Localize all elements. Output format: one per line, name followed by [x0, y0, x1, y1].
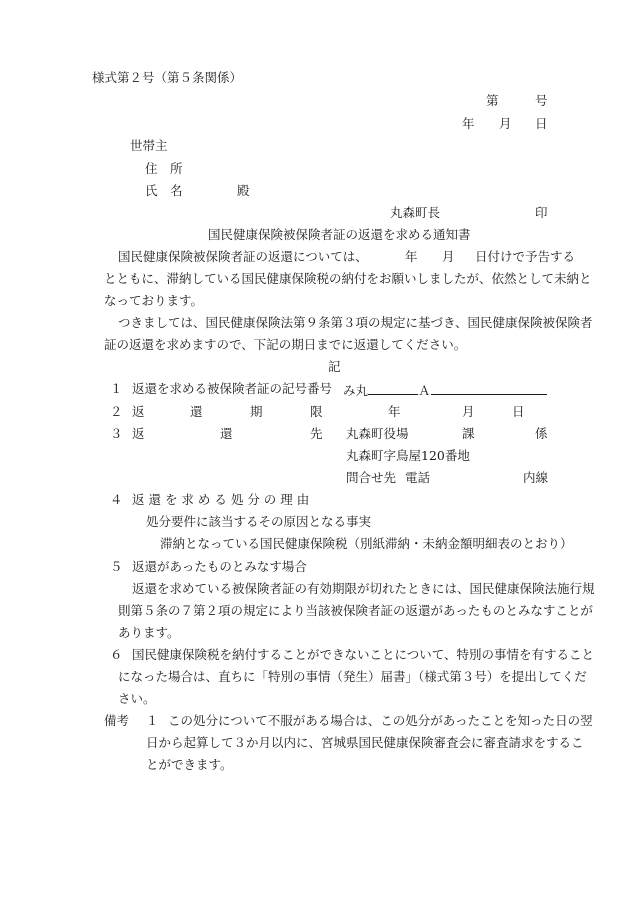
date-month: 月: [499, 116, 512, 131]
remarks-line-3: とができます。: [146, 757, 233, 772]
ki-heading: 記: [328, 359, 341, 374]
document-title: 国民健康保険被保険者証の返還を求める通知書: [208, 227, 471, 242]
item-5-line-3: あります。: [118, 625, 180, 640]
item-4-sub: 処分要件に該当するその原因となる事実: [146, 514, 372, 529]
document-number-suffix: 号: [535, 93, 548, 108]
item-1-prefix: み丸: [343, 383, 369, 398]
remarks-number: １: [146, 713, 159, 728]
item-3-number: ３: [110, 426, 123, 441]
item-3-label-c3: 先: [310, 426, 323, 441]
item-6-line-3: さい。: [118, 691, 156, 706]
issuer-name: 丸森町長: [390, 205, 441, 220]
item-3-office: 丸森町役場: [346, 426, 409, 441]
item-2-day: 日: [512, 404, 525, 419]
item-2-number: ２: [110, 404, 123, 419]
item-3-address: 丸森町字鳥屋120番地: [346, 448, 470, 463]
item-2-label-c3: 期: [250, 404, 263, 419]
intro-line-5: 証の返還を求めますので、下記の期日までに返還してください。: [104, 337, 467, 352]
item-6-line-1: 国民健康保険税を納付することができないことについて、特別の事情を有すること: [132, 647, 595, 662]
item-1-label: 返還を求める被保険者証の記号番号: [132, 381, 333, 396]
item-5-line-2: 則第５条の７第２項の規定により当該被保険者証の返還があったものとみなすことが: [118, 603, 593, 618]
remarks-line-1: この処分について不服がある場合は、この処分があったことを知った日の翌: [168, 713, 593, 728]
item-6-line-2: になった場合は、直ちに「特別の事情（発生）届書」（様式第３号）を提出してくだ: [118, 669, 587, 684]
item-3-label-c1: 返: [132, 426, 145, 441]
item-1-mid: Ａ: [418, 383, 431, 398]
item-6-number: ６: [110, 647, 123, 662]
recipient-address-label: 住 所: [145, 161, 183, 176]
intro-line-4: つきましては、国民健康保険法第９条第３項の規定に基づき、国民健康保険被保険者: [118, 315, 593, 330]
item-2-label-c4: 限: [310, 404, 323, 419]
intro-line-1-month: 月: [442, 249, 455, 264]
item-1-blank-2: [431, 381, 547, 395]
item-1-blank-1: [368, 381, 418, 395]
item-2-label-c2: 還: [190, 404, 203, 419]
intro-line-1-year: 年: [405, 249, 418, 264]
remarks-line-2: 日から起算して３か月以内に、宮城県国民健康保険審査会に審査請求をするこ: [146, 735, 584, 750]
item-4-label: 返 還 を 求 め る 処 分 の 理 由: [132, 492, 310, 507]
intro-line-1b: 日付けで予告する: [475, 249, 576, 264]
item-1-value: [343, 381, 547, 399]
item-3-kakari: 係: [535, 426, 548, 441]
item-4-number: ４: [110, 492, 123, 507]
item-1-number: １: [110, 381, 123, 396]
item-5-line-1: 返還を求めている被保険者証の有効期限が切れたときには、国民健康保険法施行規: [132, 581, 595, 596]
item-3-ka: 課: [462, 426, 475, 441]
remarks-label: 備考: [104, 713, 130, 728]
item-3-tel-label: 電話: [405, 470, 431, 485]
date-day: 日: [535, 116, 548, 131]
recipient-name-label: 氏 名: [145, 183, 183, 198]
item-3-label-c2: 還: [220, 426, 233, 441]
issuer-seal: 印: [535, 205, 548, 220]
item-3-contact-label: 問合せ先: [346, 470, 397, 485]
item-2-year: 年: [388, 404, 401, 419]
item-2-label-c1: 返: [132, 404, 145, 419]
recipient-honorific: 殿: [237, 183, 250, 198]
item-5-label: 返還があったものとみなす場合: [132, 559, 307, 574]
date-year: 年: [462, 116, 475, 131]
item-3-ext-label: 内線: [523, 470, 549, 485]
document-number-prefix: 第: [486, 93, 499, 108]
item-2-month: 月: [462, 404, 475, 419]
intro-line-3: なっております。: [104, 293, 204, 308]
item-5-number: ５: [110, 559, 123, 574]
recipient-label: 世帯主: [130, 138, 168, 153]
item-4-detail: 滞納となっている国民健康保険税（別紙滞納・未納金額明細表のとおり）: [160, 536, 573, 551]
intro-line-1a: 国民健康保険被保険者証の返還については、: [118, 249, 368, 264]
form-label: 様式第２号（第５条関係）: [92, 70, 243, 85]
intro-line-2: とともに、滞納している国民健康保険税の納付をお願いしましたが、依然として未納と: [104, 271, 592, 286]
